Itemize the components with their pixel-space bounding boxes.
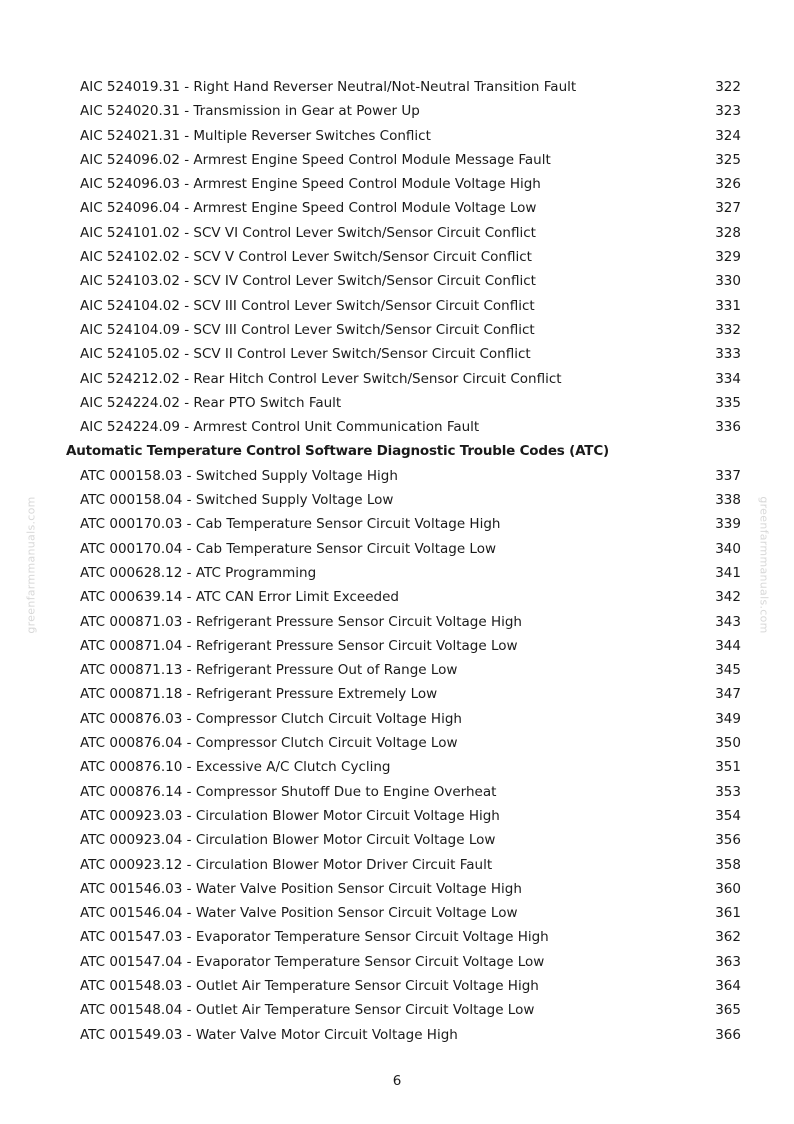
toc-entry-title: ATC 000923.12 - Circulation Blower Motor Driver Circuit Fault: [80, 856, 493, 873]
toc-entry-title: ATC 000170.03 - Cab Temperature Sensor Circuit Voltage High: [80, 516, 501, 533]
toc-entry[interactable]: [0, 367, 794, 391]
toc-entry[interactable]: [0, 853, 794, 877]
toc-entry-title: AIC 524021.31 - Multiple Reverser Switches Conflict: [80, 127, 431, 144]
toc-entry-title: ATC 000871.13 - Refrigerant Pressure Out of Range Low: [80, 662, 458, 679]
toc-entry-page-number: 361: [715, 905, 741, 922]
toc-entry[interactable]: [0, 731, 794, 755]
toc-entry-title: AIC 524096.04 - Armrest Engine Speed Control Module Voltage Low: [80, 200, 537, 217]
toc-entry[interactable]: [0, 658, 794, 682]
toc-entry[interactable]: [0, 707, 794, 731]
toc-entry-title: ATC 001548.03 - Outlet Air Temperature Sensor Circuit Voltage High: [80, 977, 539, 994]
toc-entry-page-number: 343: [715, 613, 741, 630]
toc-entry[interactable]: [0, 780, 794, 804]
toc-entry-title: AIC 524224.09 - Armrest Control Unit Communication Fault: [80, 419, 480, 436]
toc-entry-title: ATC 000876.10 - Excessive A/C Clutch Cycling: [80, 759, 391, 776]
toc-entry-page-number: 364: [715, 977, 741, 994]
toc-entry-page-number: 326: [715, 176, 741, 193]
toc-entry-page-number: 350: [715, 735, 741, 752]
toc-entry-page-number: 349: [715, 710, 741, 727]
toc-entry-title: AIC 524212.02 - Rear Hitch Control Lever Switch/Sensor Circuit Conflict: [80, 370, 562, 387]
toc-entry[interactable]: [0, 537, 794, 561]
toc-entry-title: ATC 000871.04 - Refrigerant Pressure Sensor Circuit Voltage Low: [80, 637, 518, 654]
toc-entry[interactable]: [0, 634, 794, 658]
toc-entry-title: ATC 000923.03 - Circulation Blower Motor Circuit Voltage High: [80, 807, 500, 824]
toc-entry-title: ATC 000639.14 - ATC CAN Error Limit Exceeded: [80, 589, 399, 606]
toc-entry-page-number: 345: [715, 662, 741, 679]
toc-entry-page-number: 347: [715, 686, 741, 703]
toc-entry-page-number: 342: [715, 589, 741, 606]
toc-entry[interactable]: [0, 925, 794, 949]
toc-entry-title: ATC 001547.04 - Evaporator Temperature Sensor Circuit Voltage Low: [80, 953, 545, 970]
toc-entry-page-number: 332: [715, 321, 741, 338]
toc-entry-page-number: 334: [715, 370, 741, 387]
toc-entry[interactable]: [0, 342, 794, 366]
toc-entry-title: AIC 524104.02 - SCV III Control Lever Switch/Sensor Circuit Conflict: [80, 297, 535, 314]
watermark-right: greenfarmmanuals.com: [757, 496, 771, 634]
toc-entry-page-number: 337: [715, 467, 741, 484]
toc-entry-title: ATC 000876.03 - Compressor Clutch Circuit Voltage High: [80, 710, 462, 727]
toc-entry[interactable]: [0, 391, 794, 415]
toc-entry-title: ATC 001546.03 - Water Valve Position Sensor Circuit Voltage High: [80, 880, 522, 897]
toc-entry[interactable]: [0, 172, 794, 196]
toc-entry-page-number: 325: [715, 151, 741, 168]
toc-entry-page-number: 330: [715, 273, 741, 290]
toc-entry-page-number: 354: [715, 807, 741, 824]
toc-entry-page-number: 363: [715, 953, 741, 970]
toc-entry-title: ATC 000876.14 - Compressor Shutoff Due to Engine Overheat: [80, 783, 497, 800]
toc-entry-page-number: 360: [715, 880, 741, 897]
toc-entry-title: ATC 000158.04 - Switched Supply Voltage Low: [80, 492, 394, 509]
page-number: 6: [392, 1073, 402, 1089]
toc-entry-title: AIC 524020.31 - Transmission in Gear at Power Up: [80, 103, 420, 120]
toc-entry[interactable]: [0, 512, 794, 536]
toc-entry-page-number: 339: [715, 516, 741, 533]
toc-entry[interactable]: [0, 682, 794, 706]
toc-entry[interactable]: [0, 269, 794, 293]
toc-entry[interactable]: [0, 1023, 794, 1047]
toc-entry-title: AIC 524101.02 - SCV VI Control Lever Switch/Sensor Circuit Conflict: [80, 224, 536, 241]
toc-entry-title: ATC 000923.04 - Circulation Blower Motor Circuit Voltage Low: [80, 832, 496, 849]
toc-entry-title: ATC 001549.03 - Water Valve Motor Circuit Voltage High: [80, 1026, 458, 1043]
toc-entry-title: ATC 001548.04 - Outlet Air Temperature Sensor Circuit Voltage Low: [80, 1002, 535, 1019]
toc-entry-title: ATC 000170.04 - Cab Temperature Sensor Circuit Voltage Low: [80, 540, 497, 557]
toc-entry-title: AIC 524096.02 - Armrest Engine Speed Control Module Message Fault: [80, 151, 551, 168]
toc-entry-page-number: 338: [715, 492, 741, 509]
toc-entry[interactable]: [0, 75, 794, 99]
toc-entry-page-number: 344: [715, 637, 741, 654]
toc-entry[interactable]: [0, 877, 794, 901]
watermark-left: greenfarmmanuals.com: [24, 496, 38, 634]
toc-entry-title: AIC 524096.03 - Armrest Engine Speed Control Module Voltage High: [80, 176, 541, 193]
toc-entry[interactable]: [0, 221, 794, 245]
toc-entry[interactable]: [0, 99, 794, 123]
toc-entry[interactable]: [0, 950, 794, 974]
toc-entry[interactable]: [0, 804, 794, 828]
toc-entry-page-number: 323: [715, 103, 741, 120]
toc-entry[interactable]: [0, 974, 794, 998]
toc-entry-title: ATC 000871.03 - Refrigerant Pressure Sensor Circuit Voltage High: [80, 613, 522, 630]
toc-entry-page-number: 365: [715, 1002, 741, 1019]
toc-entry[interactable]: [0, 245, 794, 269]
toc-entry[interactable]: [0, 610, 794, 634]
toc-entry-page-number: 328: [715, 224, 741, 241]
toc-entry[interactable]: [0, 561, 794, 585]
toc-entry-title: ATC 001546.04 - Water Valve Position Sensor Circuit Voltage Low: [80, 905, 518, 922]
toc-entry-page-number: 327: [715, 200, 741, 217]
toc-entry-title: ATC 000876.04 - Compressor Clutch Circuit Voltage Low: [80, 735, 458, 752]
toc-entry-title: AIC 524104.09 - SCV III Control Lever Switch/Sensor Circuit Conflict: [80, 321, 535, 338]
toc-entry-page-number: 333: [715, 346, 741, 363]
toc-entry-page-number: 341: [715, 564, 741, 581]
table-of-contents: [0, 75, 794, 1047]
toc-entry[interactable]: [0, 148, 794, 172]
toc-entry[interactable]: [0, 464, 794, 488]
toc-entry[interactable]: [0, 415, 794, 439]
toc-entry-page-number: 324: [715, 127, 741, 144]
toc-entry-page-number: 331: [715, 297, 741, 314]
toc-entry[interactable]: [0, 585, 794, 609]
toc-entry-title: ATC 000628.12 - ATC Programming: [80, 564, 317, 581]
toc-entry-title: ATC 000158.03 - Switched Supply Voltage High: [80, 467, 398, 484]
toc-entry-page-number: 351: [715, 759, 741, 776]
toc-entry[interactable]: [0, 294, 794, 318]
toc-entry[interactable]: [0, 828, 794, 852]
toc-entry-title: AIC 524102.02 - SCV V Control Lever Switch/Sensor Circuit Conflict: [80, 249, 532, 266]
toc-entry-page-number: 362: [715, 929, 741, 946]
toc-entry-page-number: 329: [715, 249, 741, 266]
toc-entry-title: AIC 524019.31 - Right Hand Reverser Neutral/Not-Neutral Transition Fault: [80, 79, 577, 95]
toc-entry[interactable]: [0, 755, 794, 779]
toc-entry[interactable]: [0, 124, 794, 148]
toc-entry-page-number: 356: [715, 832, 741, 849]
toc-entry-title: AIC 524105.02 - SCV II Control Lever Switch/Sensor Circuit Conflict: [80, 346, 531, 363]
toc-entry-title: ATC 000871.18 - Refrigerant Pressure Extremely Low: [80, 686, 438, 703]
toc-entry[interactable]: [0, 901, 794, 925]
toc-entry-page-number: 353: [715, 783, 741, 800]
toc-entry-page-number: 335: [715, 394, 741, 411]
toc-entry-page-number: 322: [715, 79, 741, 95]
toc-section-heading: [0, 439, 794, 463]
toc-entry[interactable]: [0, 196, 794, 220]
toc-entry-page-number: 358: [715, 856, 741, 873]
toc-entry[interactable]: [0, 998, 794, 1022]
toc-entry-title: ATC 001547.03 - Evaporator Temperature Sensor Circuit Voltage High: [80, 929, 549, 946]
toc-entry-title: AIC 524103.02 - SCV IV Control Lever Switch/Sensor Circuit Conflict: [80, 273, 536, 290]
toc-entry-title: AIC 524224.02 - Rear PTO Switch Fault: [80, 394, 342, 411]
toc-entry-page-number: 336: [715, 419, 741, 436]
toc-entry[interactable]: [0, 318, 794, 342]
toc-entry-page-number: 366: [715, 1026, 741, 1043]
toc-entry[interactable]: [0, 488, 794, 512]
toc-heading-text: Automatic Temperature Control Software Diagnostic Trouble Codes (ATC): [66, 443, 609, 460]
toc-entry-page-number: 340: [715, 540, 741, 557]
